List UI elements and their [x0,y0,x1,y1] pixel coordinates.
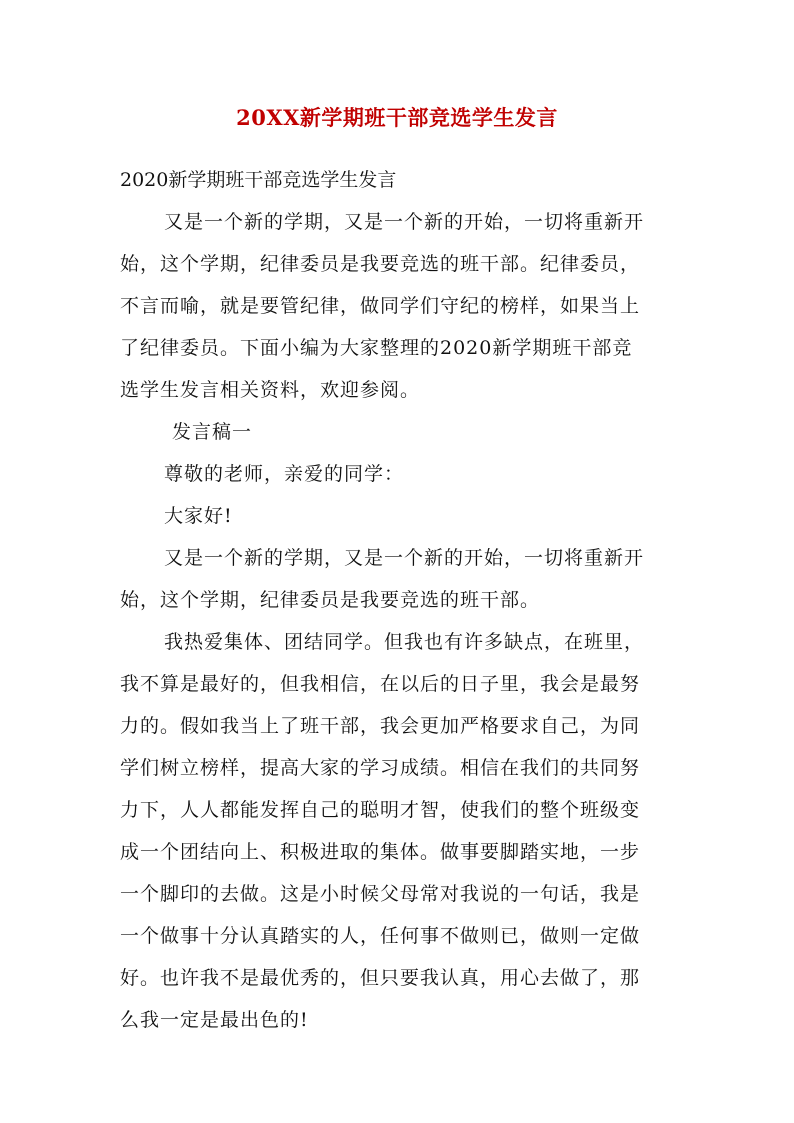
paragraph-line: 一个做事十分认真踏实的人，任何事不做则已，做则一定做 [120,925,641,947]
intro-line: 了纪律委员。下面小编为大家整理的2020新学期班干部竞 [120,337,633,359]
paragraph-line: 又是一个新的学期，又是一个新的开始，一切将重新开 [164,547,645,569]
paragraph-line: 我不算是最好的，但我相信，在以后的日子里，我会是最努 [120,673,641,695]
paragraph-line: 力的。假如我当上了班干部，我会更加严格要求自己，为同 [120,715,641,737]
intro-line: 又是一个新的学期，又是一个新的开始，一切将重新开 [164,211,645,233]
intro-line: 始，这个学期，纪律委员是我要竞选的班干部。纪律委员， [120,253,641,275]
paragraph-line: 么我一定是最出色的! [120,1009,309,1031]
paragraph-line: 始，这个学期，纪律委员是我要竞选的班干部。 [120,589,541,611]
paragraph-line: 一个脚印的去做。这是小时候父母常对我说的一句话，我是 [120,883,641,905]
paragraph-line: 成一个团结向上、积极进取的集体。做事要脚踏实地，一步 [120,841,641,863]
paragraph-line: 我热爱集体、团结同学。但我也有许多缺点，在班里， [164,631,645,653]
section-heading: 发言稿一 [172,421,253,443]
document-subtitle: 2020新学期班干部竞选学生发言 [120,169,397,191]
hello: 大家好! [164,505,233,527]
document-title: 20XX新学期班干部竞选学生发言 [236,105,558,130]
greeting: 尊敬的老师，亲爱的同学： [164,463,405,485]
intro-line: 不言而喻，就是要管纪律，做同学们守纪的榜样，如果当上 [120,295,641,317]
paragraph-line: 力下，人人都能发挥自己的聪明才智，使我们的整个班级变 [120,799,641,821]
paragraph-line: 好。也许我不是最优秀的，但只要我认真，用心去做了，那 [120,967,641,989]
intro-line: 选学生发言相关资料，欢迎参阅。 [120,379,421,401]
paragraph-line: 学们树立榜样，提高大家的学习成绩。相信在我们的共同努 [120,757,641,779]
